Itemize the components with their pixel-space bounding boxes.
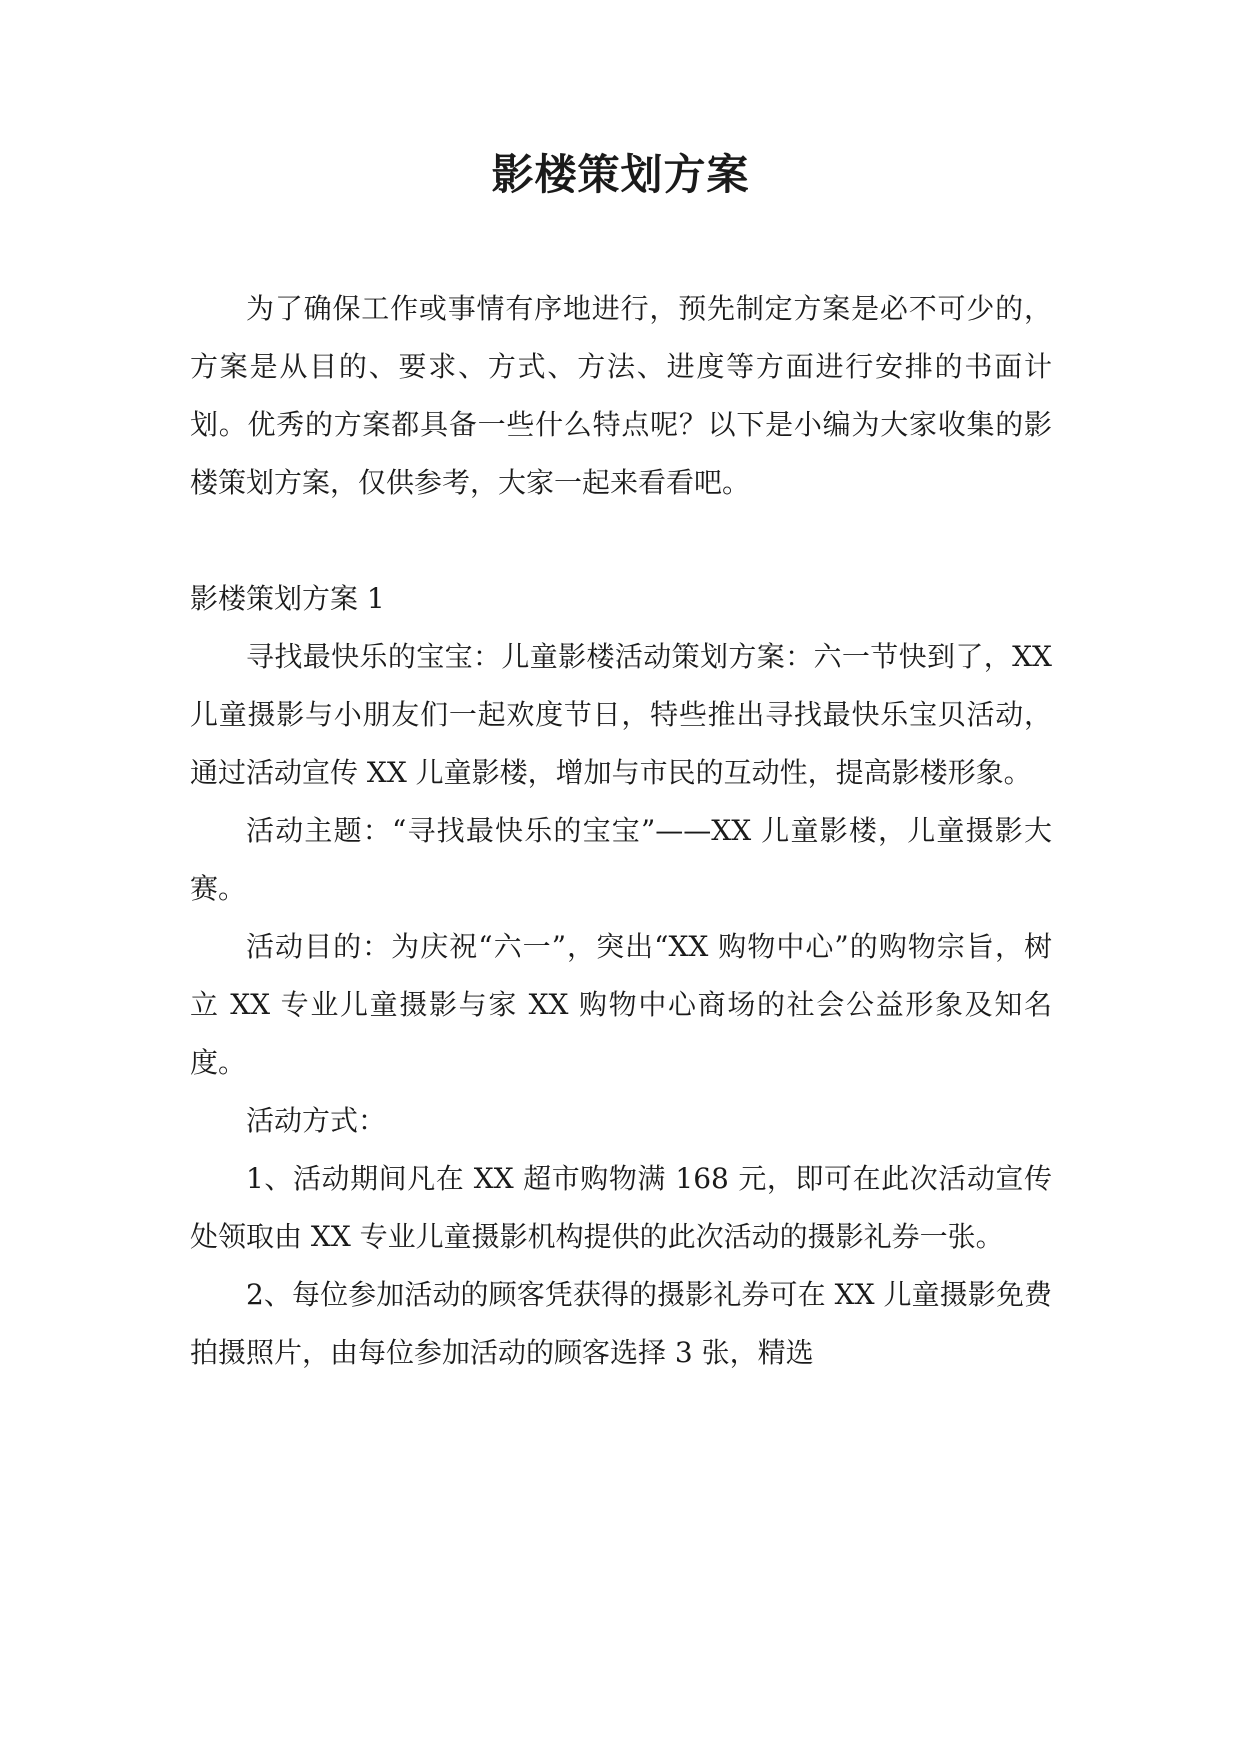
document-title: 影楼策划方案 xyxy=(491,150,750,199)
body-paragraph: 寻找最快乐的宝宝：儿童影楼活动策划方案：六一节快到了，XX 儿童摄影与小朋友们一起欢度节日，特些推出寻找最快乐宝贝活动，通过活动宣传 XX 儿童影楼，增加与市民的互动性，提高影楼形象。 xyxy=(190,640,1052,789)
body-paragraph: 2、每位参加活动的顾客凭获得的摄影礼券可在 XX 儿童摄影免费拍摄照片，由每位参加活动的顾客选择 3 张，精选 xyxy=(190,1278,1052,1369)
body-paragraph: 1、活动期间凡在 XX 超市购物满 168 元，即可在此次活动宣传处领取由 XX 专业儿童摄影机构提供的此次活动的摄影礼券一张。 xyxy=(190,1162,1052,1253)
body-paragraph: 活动方式： xyxy=(246,1104,387,1137)
section-heading: 影楼策划方案 1 xyxy=(190,582,385,615)
intro-paragraph: 为了确保工作或事情有序地进行，预先制定方案是必不可少的，方案是从目的、要求、方式、方法、进度等方面进行安排的书面计划。优秀的方案都具备一些什么特点呢？以下是小编为大家收集的影楼策划方案，仅供参考，大家一起来看看吧。 xyxy=(190,292,1052,499)
document-body xyxy=(190,280,1052,1382)
body-paragraph: 活动目的：为庆祝“六一”，突出“XX 购物中心”的购物宗旨，树立 XX 专业儿童摄影与家 XX 购物中心商场的社会公益形象及知名度。 xyxy=(190,930,1052,1079)
body-paragraph: 活动主题：“寻找最快乐的宝宝”——XX 儿童影楼，儿童摄影大赛。 xyxy=(190,814,1052,905)
